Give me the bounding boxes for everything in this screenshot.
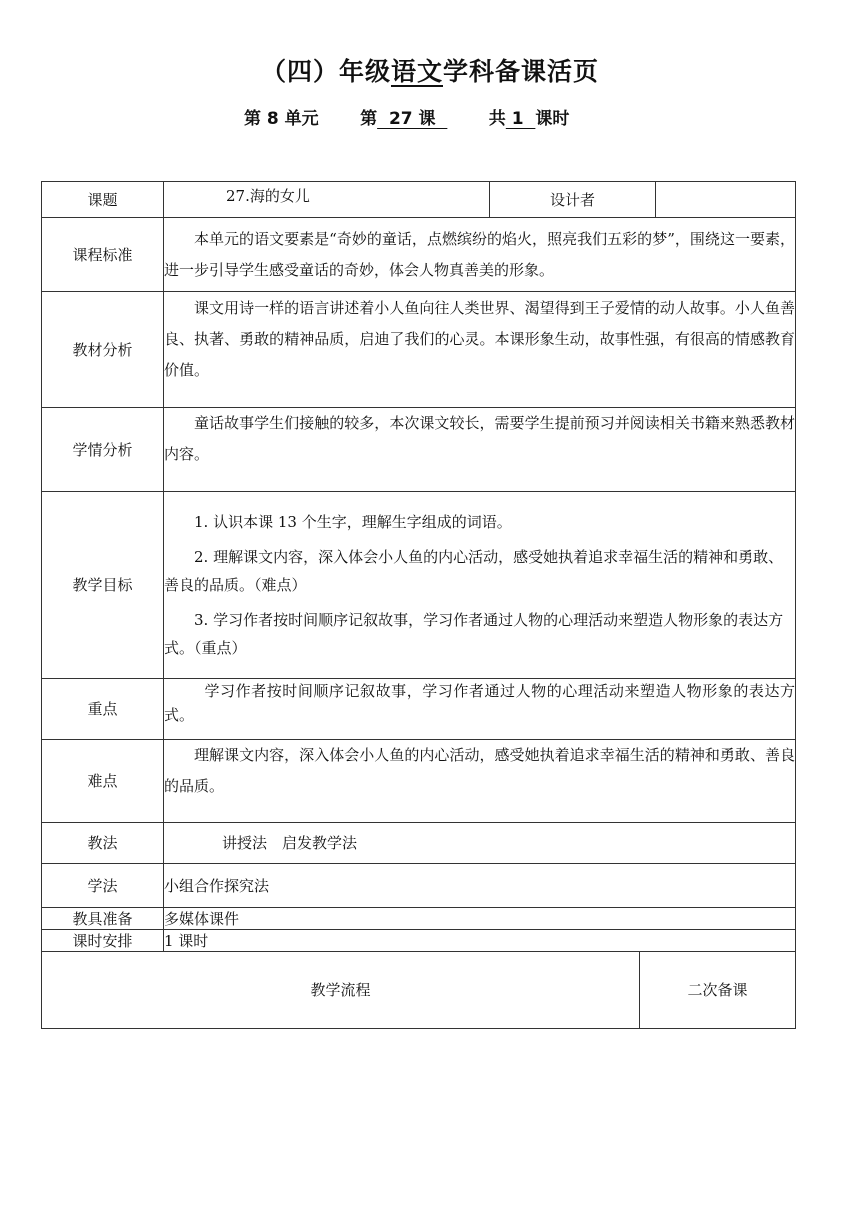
goal-item: 3. 学习作者按时间顺序记叙故事，学习作者通过人物的心理活动来塑造人物形象的表达方式。（重点） (164, 611, 784, 657)
flow-label: 教学流程 (42, 952, 640, 1029)
row-student (42, 408, 796, 492)
title-prefix: （四）年级 (260, 57, 391, 86)
student-label: 学情分析 (42, 408, 164, 492)
designer-value (656, 182, 796, 218)
method-text: 讲授法 启发教学法 (164, 823, 796, 864)
topic-value: 27.海的女儿 (164, 182, 490, 218)
key-text: 学习作者按时间顺序记叙故事，学习作者通过人物的心理活动来塑造人物形象的表达方式。 (164, 682, 796, 724)
learning-label: 学法 (42, 864, 164, 908)
title-suffix: 学科备课活页 (443, 57, 600, 86)
material-label: 教材分析 (42, 292, 164, 408)
row-standard (42, 218, 796, 292)
page-title (0, 52, 860, 88)
row-key (42, 679, 796, 740)
key-label: 重点 (42, 679, 164, 740)
student-text: 童话故事学生们接触的较多，本次课文较长，需要学生提前预习并阅读相关书籍来熟悉教材内容。 (164, 414, 796, 463)
topic-label: 课题 (42, 182, 164, 218)
title-subject: 语文 (390, 57, 443, 86)
lesson-number: 27 课 (377, 109, 448, 129)
difficulty-text: 理解课文内容，深入体会小人鱼的内心活动，感受她执着追求幸福生活的精神和勇敢、善良的品质。 (164, 746, 796, 795)
designer-label: 设计者 (490, 182, 656, 218)
row-difficulty (42, 740, 796, 823)
total-suffix: 课时 (535, 109, 570, 129)
row-learning (42, 864, 796, 908)
row-tools (42, 908, 796, 930)
method-label: 教法 (42, 823, 164, 864)
unit-info: 第 8 单元 (244, 109, 319, 129)
row-method (42, 823, 796, 864)
goal-item: 2. 理解课文内容，深入体会小人鱼的内心活动，感受她执着追求幸福生活的精神和勇敢、善良的品质。（难点） (164, 548, 784, 594)
standard-label: 课程标准 (42, 218, 164, 292)
lesson-plan-table (41, 181, 796, 1029)
row-goals (42, 492, 796, 679)
lesson-prefix: 第 (360, 109, 378, 129)
schedule-label: 课时安排 (42, 930, 164, 952)
standard-text: 本单元的语文要素是“奇妙的童话，点燃缤纷的焰火，照亮我们五彩的梦”，围绕这一要素，进一步引导学生感受童话的奇妙，体会人物真善美的形象。 (164, 229, 796, 279)
total-prefix: 共 (488, 109, 506, 129)
row-schedule (42, 930, 796, 952)
total-number: 1 (505, 109, 536, 129)
lesson-info (244, 104, 569, 129)
row-flow (42, 952, 796, 1029)
learning-text: 小组合作探究法 (164, 864, 796, 908)
goals-list (164, 492, 796, 679)
second-prep-label: 二次备课 (640, 952, 796, 1029)
schedule-text: 1 课时 (164, 930, 796, 952)
tools-label: 教具准备 (42, 908, 164, 930)
row-material (42, 292, 796, 408)
difficulty-label: 难点 (42, 740, 164, 823)
tools-text: 多媒体课件 (164, 908, 796, 930)
goals-label: 教学目标 (42, 492, 164, 679)
goal-item: 1. 认识本课 13 个生字，理解生字组成的词语。 (194, 513, 512, 531)
row-topic (42, 182, 796, 218)
material-text: 课文用诗一样的语言讲述着小人鱼向往人类世界、渴望得到王子爱情的动人故事。小人鱼善良、执著、勇敢的精神品质，启迪了我们的心灵。本课形象生动，故事性强，有很高的情感教育价值。 (164, 299, 796, 379)
